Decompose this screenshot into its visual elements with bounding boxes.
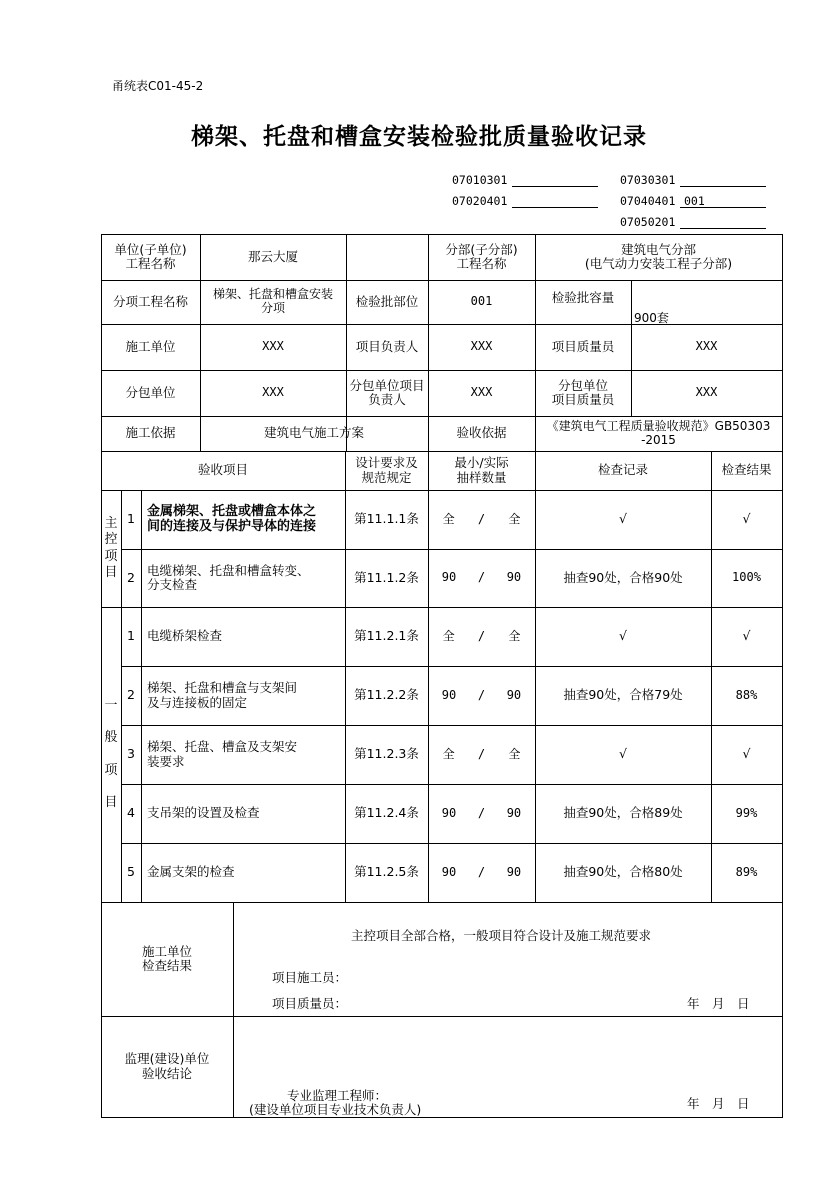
basis-label: 施工依据 <box>125 425 176 441</box>
col-result: 检查结果 <box>721 462 772 478</box>
general-group-label: 一 般 项 目 <box>104 697 118 811</box>
main-item-sample: 全 / 全 <box>442 511 521 526</box>
main-item-name: 电缆梯架、托盘和槽盒转变、 分支检查 <box>147 562 310 592</box>
general-item-name: 电缆桥架检查 <box>147 628 223 644</box>
project-qm-label: 项目质量员： <box>272 996 348 1011</box>
sub-value: XXX <box>262 385 284 400</box>
general-item-name: 支吊架的设置及检查 <box>147 805 260 821</box>
main-item-no: 1 <box>127 511 135 527</box>
division-label: 分部(子分部) 工程名称 <box>445 241 518 271</box>
pm-value: XXX <box>470 339 493 354</box>
project-worker-label: 项目施工员： <box>272 970 348 985</box>
supervisor-engineer-sub: (建设单位项目专业技术负责人) <box>249 1102 422 1117</box>
main-item-sample: 90 / 90 <box>441 570 522 585</box>
general-item-no: 5 <box>127 864 135 880</box>
general-item-spec: 第11.2.4条 <box>354 805 419 821</box>
supervisor-engineer-label: 专业监理工程师： <box>287 1088 388 1103</box>
code-1: 07010301 <box>452 173 508 187</box>
general-item-name: 金属支架的检查 <box>147 864 235 880</box>
contractor-conclusion: 主控项目全部合格，一般项目符合设计及施工规范要求 <box>351 928 652 943</box>
code-2-underline <box>680 186 766 187</box>
general-item-record: √ <box>619 746 627 762</box>
code-2: 07030301 <box>620 173 676 187</box>
sub-pm-value: XXX <box>470 385 493 400</box>
batch-part-value: 001 <box>470 294 493 309</box>
main-item-no: 2 <box>127 569 135 585</box>
general-item-result: 89% <box>735 864 758 879</box>
batch-capacity-label: 检验批容量 <box>551 289 615 305</box>
code-1-underline <box>512 186 598 187</box>
batch-capacity-value: 900套 <box>634 311 669 325</box>
general-item-no: 1 <box>127 628 135 644</box>
sub-label: 分包单位 <box>125 384 176 400</box>
supervisor-date: 年 月 日 <box>687 1096 750 1111</box>
general-item-name: 梯架、托盘、槽盒及支架安 装要求 <box>147 739 298 769</box>
form-code: 甬统表C01-45-2 <box>112 79 204 93</box>
main-item-result: 100% <box>732 570 761 585</box>
general-item-sample: 90 / 90 <box>441 805 522 820</box>
code-5-underline <box>680 228 766 229</box>
general-item-record: 抽查90处，合格80处 <box>563 864 683 880</box>
code-3: 07020401 <box>452 194 508 208</box>
contractor-label: 施工单位 <box>125 338 176 354</box>
contractor-value: XXX <box>262 339 284 354</box>
sub-pm-label: 分包单位项目 负责人 <box>349 377 425 407</box>
code-4: 07040401 <box>620 194 676 208</box>
main-item-result: √ <box>742 511 751 527</box>
general-item-record: 抽查90处，合格79处 <box>563 687 683 703</box>
code-3-underline <box>512 207 598 208</box>
subitem-label: 分项工程名称 <box>112 293 188 309</box>
contractor-date: 年 月 日 <box>687 996 750 1011</box>
inspection-table <box>101 234 783 1118</box>
general-item-spec: 第11.2.5条 <box>354 864 419 880</box>
col-spec: 设计要求及 规范规定 <box>355 455 418 485</box>
main-control-group-label: 主 控 项 目 <box>104 516 118 580</box>
batch-part-label: 检验批部位 <box>355 293 419 309</box>
general-item-no: 4 <box>127 805 135 821</box>
supervisor-label: 监理(建设)单位 验收结论 <box>124 1051 210 1081</box>
unit-label: 单位(子单位) 工程名称 <box>114 241 187 271</box>
main-item-spec: 第11.1.1条 <box>354 511 419 527</box>
accept-basis-value: 《建筑电气工程质量验收规范》GB50303 -2015 <box>546 418 771 447</box>
qm-value: XXX <box>695 339 718 354</box>
general-item-spec: 第11.2.1条 <box>354 628 419 644</box>
general-item-sample: 90 / 90 <box>441 864 522 879</box>
main-item-record: 抽查90处，合格90处 <box>563 569 683 585</box>
main-item-spec: 第11.1.2条 <box>354 569 419 585</box>
unit-value: 那云大厦 <box>247 248 298 264</box>
division-value: 建筑电气分部 (电气动力安装工程子分部) <box>584 241 733 271</box>
general-item-spec: 第11.2.2条 <box>354 687 419 703</box>
general-item-sample: 全 / 全 <box>442 628 521 643</box>
general-item-sample: 全 / 全 <box>442 746 521 761</box>
col-sample: 最小/实际 抽样数量 <box>454 455 509 485</box>
code-4-value: 001 <box>684 194 705 208</box>
general-item-name: 梯架、托盘和槽盒与支架间 及与连接板的固定 <box>147 680 298 710</box>
page-title: 梯架、托盘和槽盒安装检验批质量验收记录 <box>191 124 647 150</box>
pm-label: 项目负责人 <box>355 338 419 354</box>
sub-qm-label: 分包单位 项目质量员 <box>551 377 615 407</box>
general-item-result: 99% <box>735 805 758 820</box>
general-item-no: 3 <box>127 746 135 762</box>
general-item-sample: 90 / 90 <box>441 687 522 702</box>
main-item-record: √ <box>619 511 627 527</box>
qm-label: 项目质量员 <box>551 338 615 354</box>
contractor-check-label: 施工单位 检查结果 <box>141 943 192 973</box>
code-4-underline <box>680 207 766 208</box>
general-item-record: 抽查90处，合格89处 <box>563 805 683 821</box>
code-5: 07050201 <box>620 215 676 229</box>
col-item: 验收项目 <box>197 462 248 478</box>
main-item-name: 金属梯架、托盘或槽盒本体之 间的连接及与保护导体的连接 <box>147 503 317 534</box>
basis-value: 建筑电气施工方案 <box>263 425 364 441</box>
general-item-result: 88% <box>735 687 758 702</box>
subitem-value: 梯架、托盘和槽盒安装 分项 <box>212 287 333 315</box>
sub-qm-value: XXX <box>695 385 718 400</box>
general-item-result: √ <box>742 746 751 762</box>
general-item-record: √ <box>619 628 627 644</box>
general-item-no: 2 <box>127 687 135 703</box>
col-record: 检查记录 <box>597 462 648 478</box>
accept-basis-label: 验收依据 <box>456 425 507 441</box>
general-item-result: √ <box>742 628 751 644</box>
general-item-spec: 第11.2.3条 <box>354 746 419 762</box>
